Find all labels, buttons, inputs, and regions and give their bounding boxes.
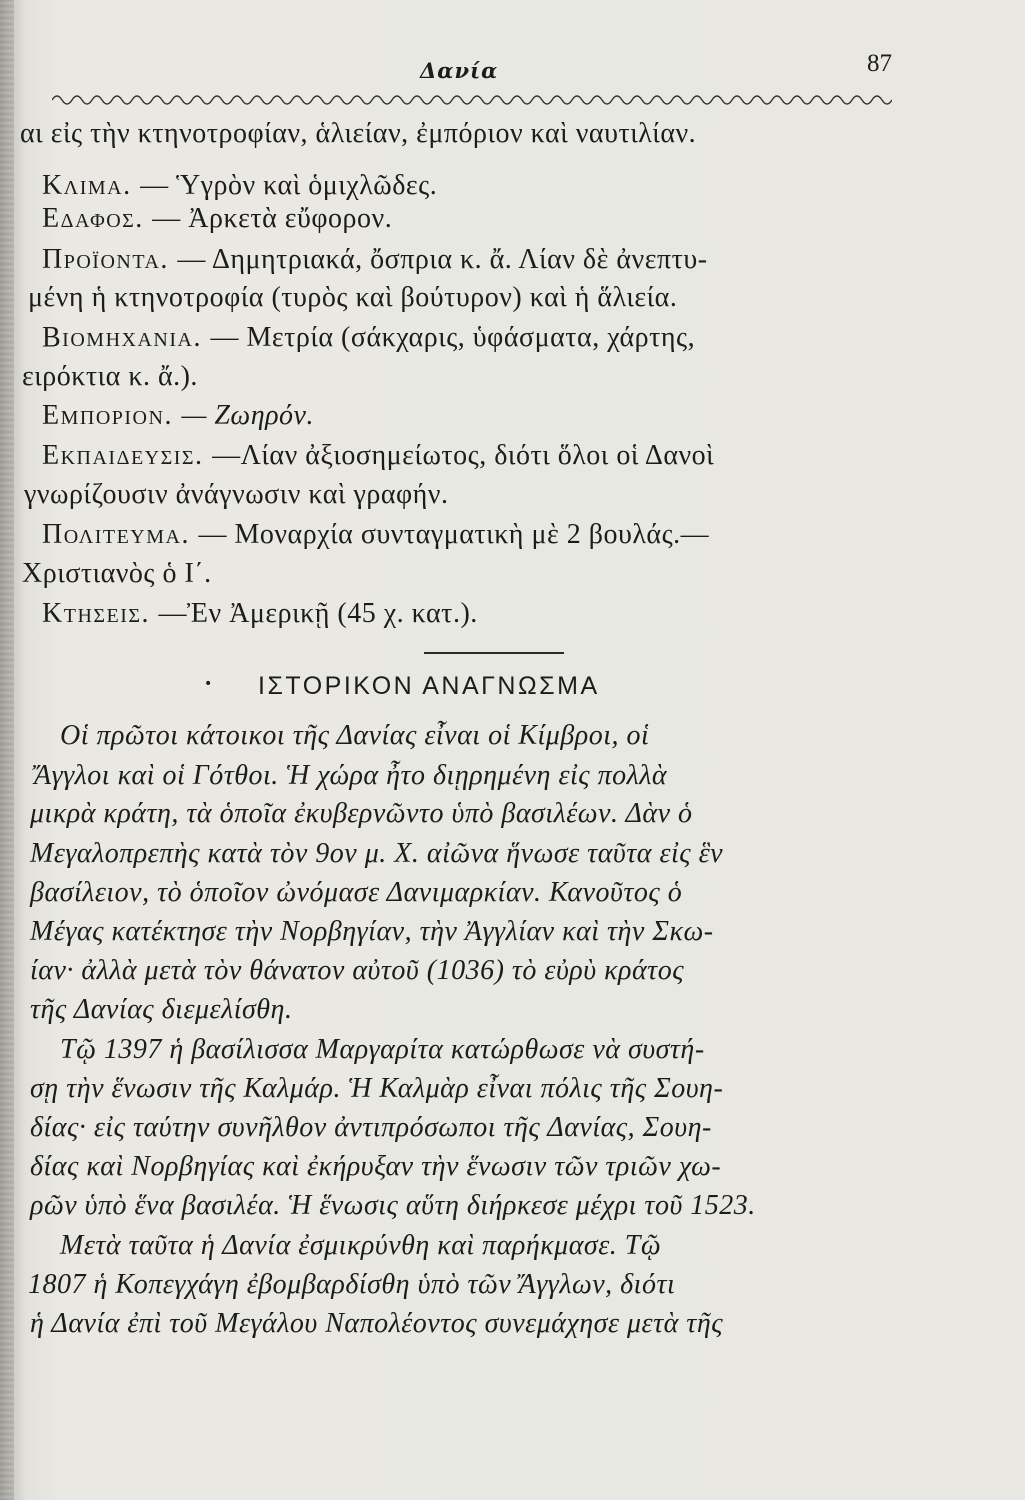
fact-line: μένη ἡ κτηνοτροφία (τυρὸς καὶ βούτυρον) καὶ ἡ ἅλιεία. [28, 282, 678, 313]
fact-line: Εδαφος. — Ἀρκετὰ εὔφορον. [42, 203, 393, 234]
fact-line: Εμποριον. — Ζωηρόν. [42, 400, 314, 431]
story-line: τῆς Δανίας διεμελίσθη. [30, 994, 293, 1025]
fact-line: Προϊοντα. — Δημητριακά, ὄσπρια κ. ἄ. Λίαν δὲ ἀνεπτυ- [42, 244, 708, 275]
story-line: Μετὰ ταῦτα ἡ Δανία ἐσμικρύνθη καὶ παρήκμασε. Τῷ [60, 1230, 662, 1261]
fact-line: Κτησεις. —Ἐν Ἀμερικῇ (45 χ. κατ.). [42, 598, 478, 629]
book-spine-edge [0, 0, 14, 1500]
story-line: ίαν· ἀλλὰ μετὰ τὸν θάνατον αὐτοῦ (1036) τὸ εὐρὺ κράτος [30, 955, 685, 986]
story-line: ρῶν ὑπὸ ἕνα βασιλέα. Ἡ ἕνωσις αὕτη διήρκεσε μέχρι τοῦ 1523. [30, 1190, 756, 1221]
fact-line: ειρόκτια κ. ἄ.). [22, 361, 198, 392]
story-line: 1807 ἡ Κοπεγχάγη ἐβομβαρδίσθη ὑπὸ τῶν Ἄγγλων, διότι [28, 1269, 676, 1300]
story-line: Ἄγγλοι καὶ οἱ Γότθοι. Ἡ χώρα ἦτο διῃρημένη εἰς πολλὰ [34, 760, 668, 791]
story-line: δίας καὶ Νορβηγίας καὶ ἐκήρυξαν τὴν ἕνωσιν τῶν τριῶν χω- [30, 1151, 722, 1182]
section-bullet: • [204, 676, 213, 692]
story-line: Μέγας κατέκτησε τὴν Νορβηγίαν, τὴν Ἀγγλίαν καὶ τὴν Σκω- [30, 916, 714, 947]
story-line: δίας· εἰς ταύτην συνῆλθον ἀντιπρόσωποι τῆς Δανίας, Σουη- [30, 1112, 712, 1143]
fact-line: γνωρίζουσιν ἀνάγνωσιν καὶ γραφήν. [24, 479, 449, 510]
story-line: σῃ τὴν ἕνωσιν τῆς Καλμάρ. Ἡ Καλμὰρ εἶναι πόλις τῆς Σουη- [30, 1073, 724, 1104]
story-line: Τῷ 1397 ἡ βασίλισσα Μαργαρίτα κατώρθωσε νὰ συστή- [60, 1034, 705, 1065]
page-header [40, 48, 900, 88]
fact-line: αι εἰς τὴν κτηνοτροφίαν, ἁλιείαν, ἐμπόριον καὶ ναυτιλίαν. [20, 118, 697, 149]
fact-line: Κλιμα. — Ὑγρὸν καὶ ὁμιχλῶδες. [42, 170, 438, 201]
story-line: μικρὰ κράτη, τὰ ὁποῖα ἐκυβερνῶντο ὑπὸ βασιλέων. Δὰν ὁ [30, 798, 693, 829]
story-line: Μεγαλοπρεπὴς κατὰ τὸν 9ον μ. Χ. αἰῶνα ἥνωσε ταῦτα εἰς ἓν [30, 838, 724, 869]
wavy-rule-ornament [52, 88, 892, 108]
running-title: Δανία [420, 58, 499, 83]
story-line: Οἱ πρῶτοι κάτοικοι τῆς Δανίας εἶναι οἱ Κίμβροι, οἱ [60, 720, 650, 751]
story-line: ἡ Δανία ἐπὶ τοῦ Μεγάλου Ναπολέοντος συνεμάχησε μετὰ τῆς [30, 1308, 724, 1339]
fact-line: Εκπαιδευσις. —Λίαν ἀξιοσημείωτος, διότι ὅλοι οἱ Δανοὶ [42, 440, 715, 471]
story-line: βασίλειον, τὸ ὁποῖον ὠνόμασε Δανιμαρκίαν. Κανοῦτος ὁ [30, 877, 683, 908]
section-heading: ΙΣΤΟΡΙΚΟΝ ΑΝΑΓΝΩΣΜΑ [258, 672, 600, 700]
fact-line: Βιομηχανια. — Μετρία (σάκχαρις, ὑφάσματα, χάρτης, [42, 322, 696, 353]
page-number: 87 [867, 50, 892, 77]
fact-line: Πολιτευμα. — Μοναρχία συνταγματικὴ μὲ 2 βουλάς.— [42, 519, 710, 550]
fact-line: Χριστιανὸς ὁ Ι΄. [22, 558, 212, 589]
section-divider [424, 652, 564, 654]
